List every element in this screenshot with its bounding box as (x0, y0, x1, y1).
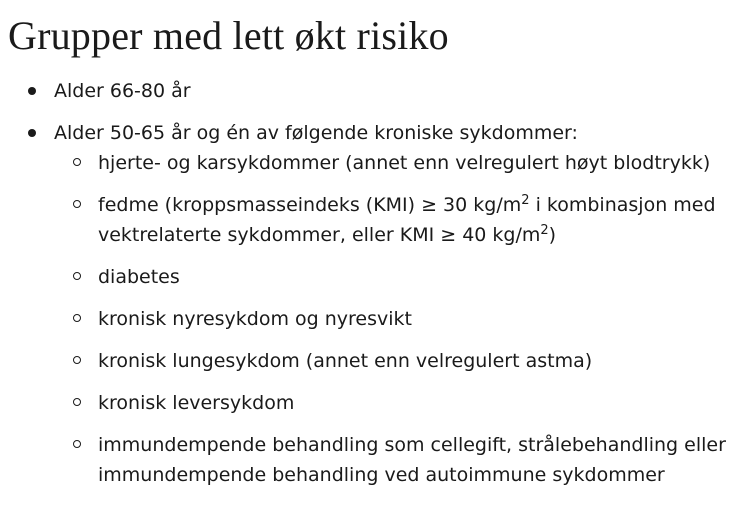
sublist-item-text: hjerte- og karsykdommer (annet enn velregulert høyt blodtrykk) (98, 152, 711, 174)
sublist-item-obesity (54, 190, 743, 250)
risk-group-list (0, 76, 743, 490)
superscript: 2 (540, 223, 549, 238)
list-item-age-50-65 (0, 118, 743, 490)
sublist-item-text: kronisk leversykdom (98, 392, 295, 414)
sublist-item-kidney (54, 304, 743, 334)
sublist-item-text: diabetes (98, 266, 180, 288)
bullet-disc-icon (28, 87, 36, 95)
bullet-circle-icon (73, 440, 81, 448)
list-item-age-66-80 (0, 76, 743, 106)
sublist-item-text: kronisk nyresykdom og nyresvikt (98, 308, 413, 330)
sublist-item-liver (54, 388, 743, 418)
bullet-circle-icon (73, 200, 81, 208)
sublist-item-text: fedme (kroppsmasseindeks (KMI) ≥ 30 kg/m (98, 194, 522, 216)
sublist-item-text: vektrelaterte sykdommer, eller KMI ≥ 40 kg/m (98, 224, 541, 246)
sublist-item-line (98, 190, 743, 220)
sublist-item-text: kronisk lungesykdom (annet enn velregulert astma) (98, 350, 593, 372)
page-title: Grupper med lett økt risiko (8, 13, 449, 58)
bullet-circle-icon (73, 314, 81, 322)
sublist-item-heart (54, 148, 743, 178)
chronic-disease-list (54, 148, 743, 490)
bullet-disc-icon (28, 129, 36, 137)
list-item-text: Alder 50-65 år og én av følgende kroniske sykdommer: (54, 122, 578, 144)
sublist-item-immunosuppressive (54, 430, 743, 490)
bullet-circle-icon (73, 398, 81, 406)
list-item-text: Alder 66-80 år (54, 80, 191, 102)
sublist-item-line (98, 220, 743, 250)
sublist-item-text: i kombinasjon med (529, 194, 716, 216)
bullet-circle-icon (73, 356, 81, 364)
bullet-circle-icon (73, 272, 81, 280)
sublist-item-text: ) (548, 224, 557, 246)
superscript: 2 (521, 193, 530, 208)
sublist-item-line: immundempende behandling som cellegift, strålebehandling eller (98, 434, 726, 456)
sublist-item-diabetes (54, 262, 743, 292)
sublist-item-lung (54, 346, 743, 376)
bullet-circle-icon (73, 158, 81, 166)
sublist-item-line: immundempende behandling ved autoimmune sykdommer (98, 464, 665, 486)
